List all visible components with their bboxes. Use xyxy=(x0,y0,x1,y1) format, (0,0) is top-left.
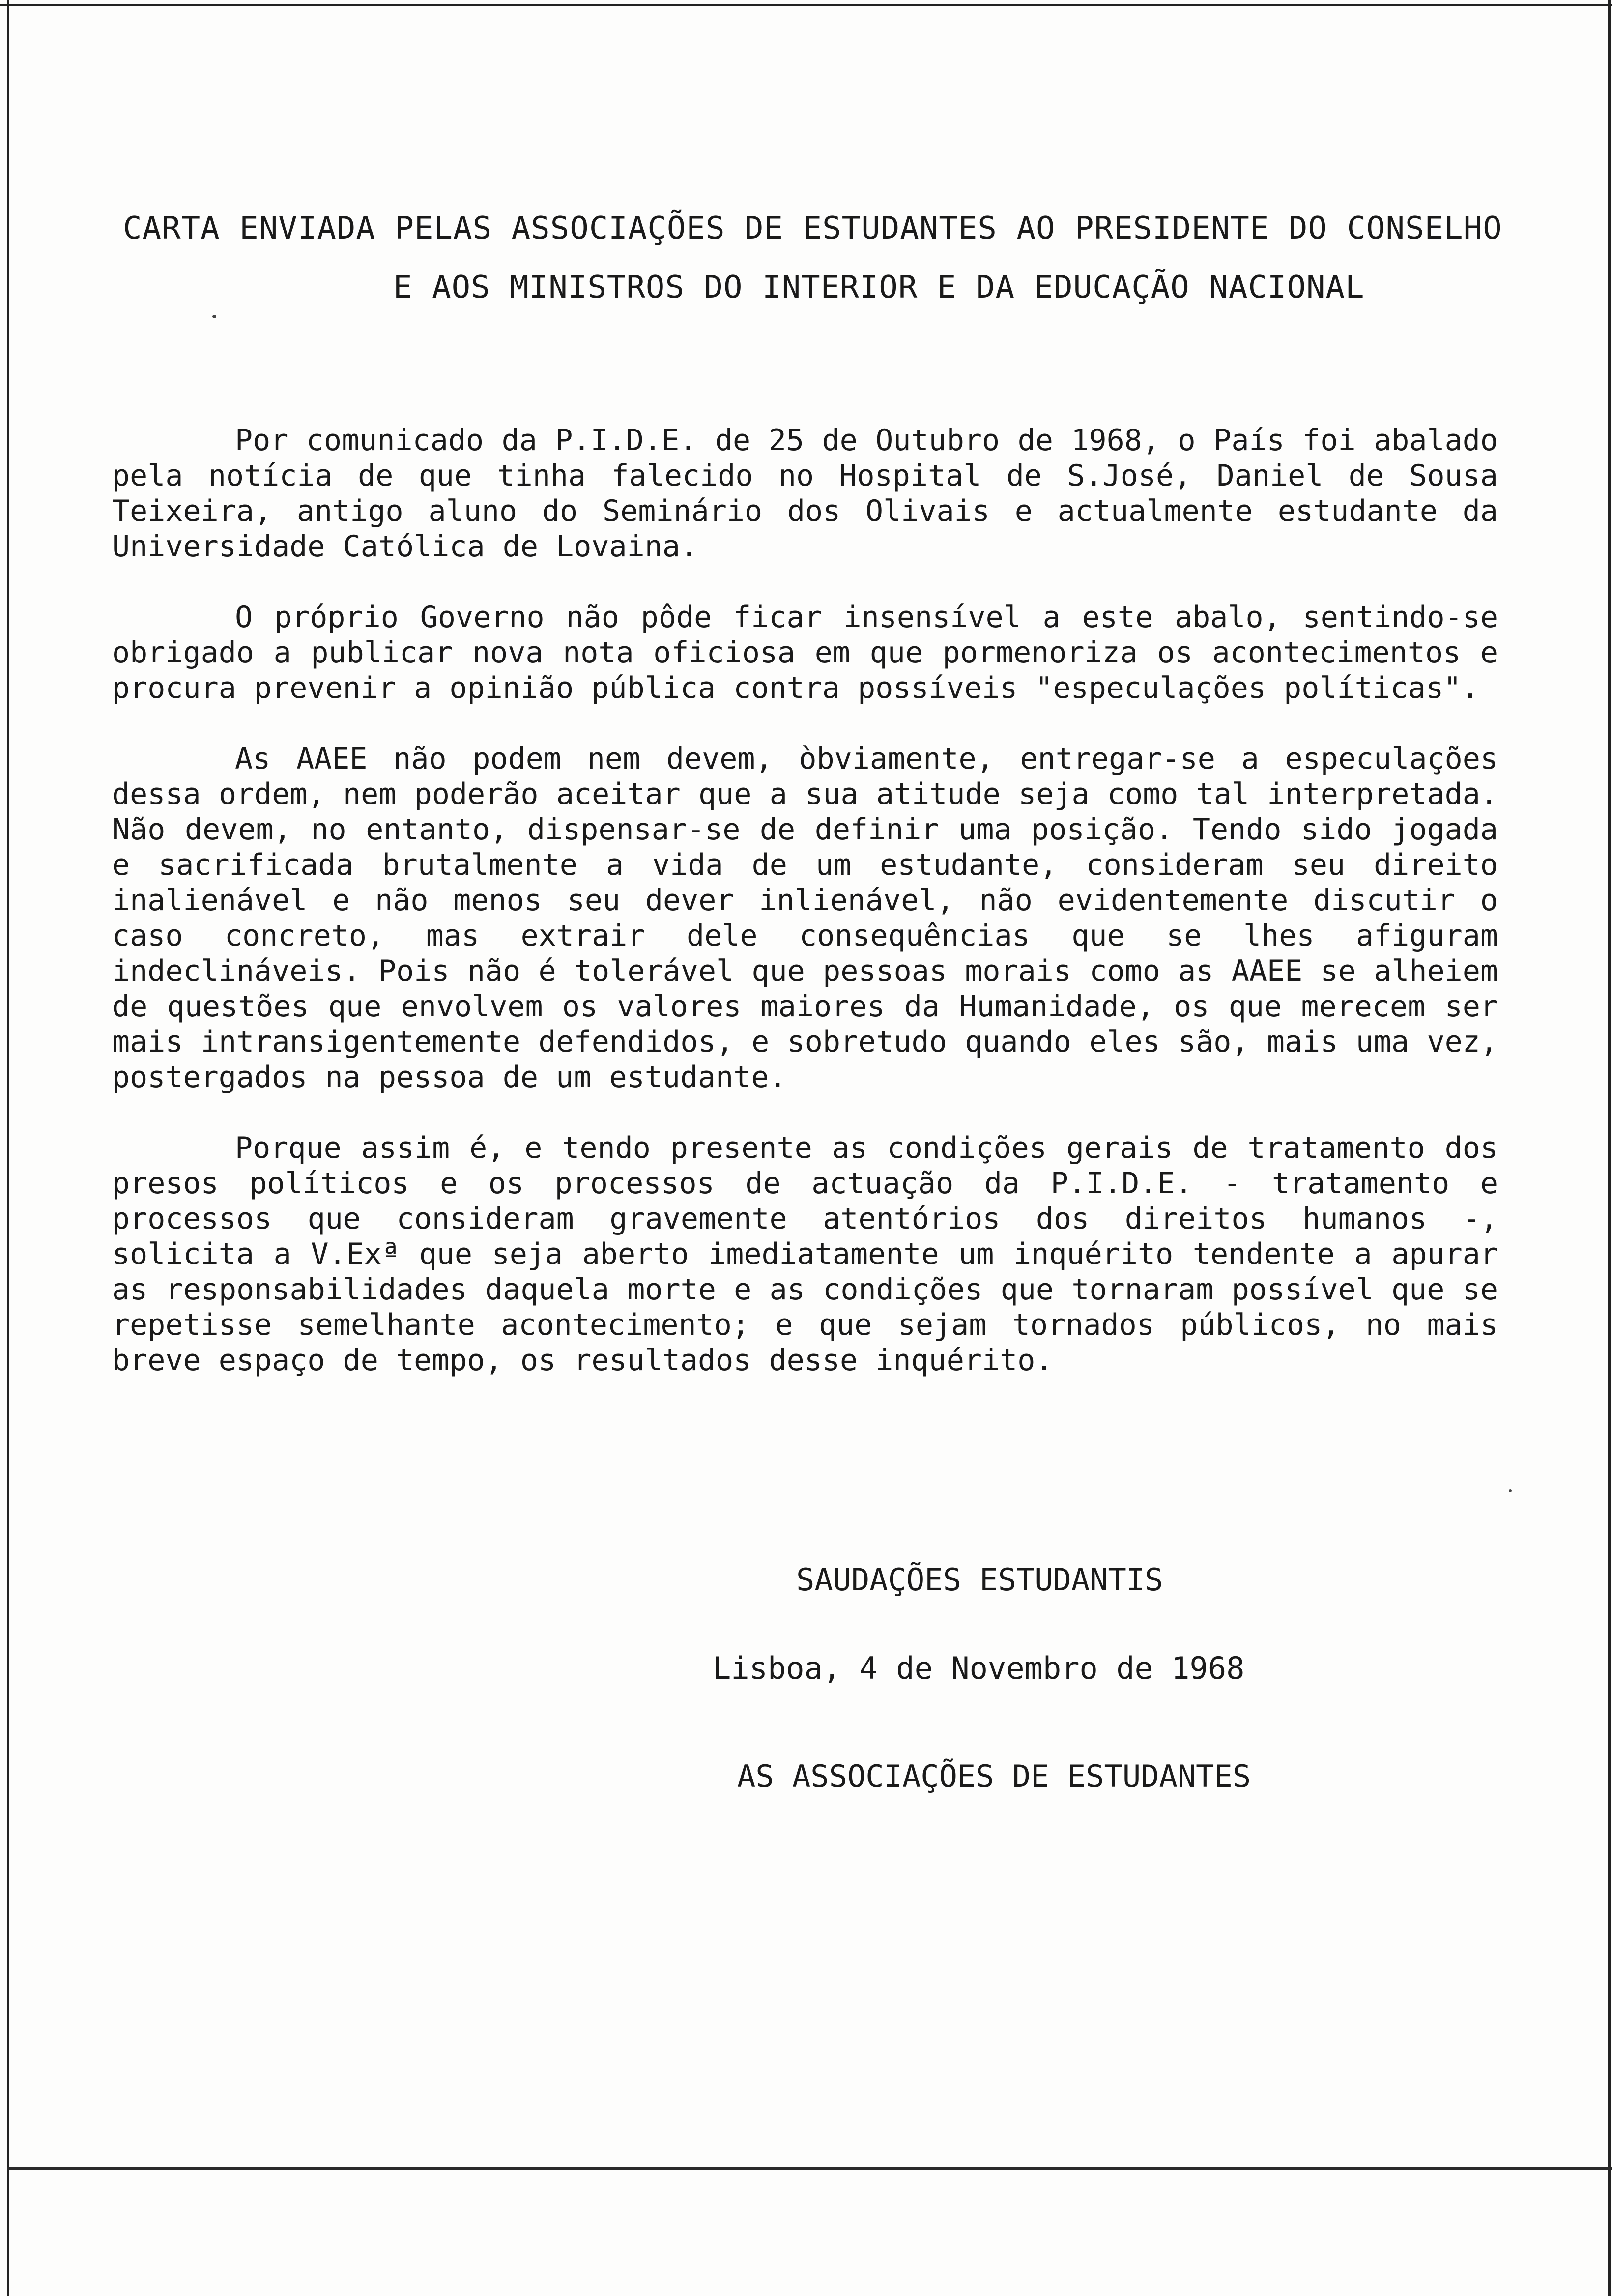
scan-speck xyxy=(1509,1489,1512,1492)
signature: AS ASSOCIAÇÕES DE ESTUDANTES xyxy=(737,1758,1251,1794)
scan-border-top xyxy=(0,4,1612,6)
date-line: Lisboa, 4 de Novembro de 1968 xyxy=(713,1650,1245,1686)
scan-border-left xyxy=(7,0,9,2296)
paragraph-2: O próprio Governo não pôde ficar insensível a este abalo, sentindo-se obrigado a publicar nova nota oficiosa em que pormenoriza os acontecimentos e procura prevenir a opinião pública contra possíveis "especulações políticas". xyxy=(112,600,1498,705)
salutation: SAUDAÇÕES ESTUDANTIS xyxy=(796,1562,1163,1598)
scan-speck xyxy=(212,315,216,318)
scan-border-bottom xyxy=(7,2167,1612,2170)
letter-closing xyxy=(713,1563,1401,1794)
paragraph-3: As AAEE não podem nem devem, òbviamente, entregar-se a especulações dessa ordem, nem poderão aceitar que a sua atitude seja como tal interpretada. Não devem, no entanto, dispensar-se de definir uma posição. Tendo sido jogada e sacrificada brutalmente a vida de um estudante, consideram seu direito inalienável e não menos seu dever inlienável, não evidentemente discutir o caso concreto, mas extrair dele consequências que se lhes afiguram indeclináveis. Pois não é tolerável que pessoas morais como as AAEE se alheiem de questões que envolvem os valores maiores da Humanidade, os que merecem ser mais intransigentemente defendidos, e sobretudo quando eles são, mais uma vez, postergados na pessoa de um estudante. xyxy=(112,742,1498,1094)
paragraph-4: Porque assim é, e tendo presente as condições gerais de tratamento dos presos políticos e os processos de actuação da P.I.D.E. - tratamento e processos que consideram gravemente atentórios dos direitos humanos -, solicita a V.Exª que seja aberto imediatamente um inquérito tendente a apurar as responsabilidades daquela morte e as condições que tornaram possível que se repetisse semelhante acontecimento; e que sejam tornados públicos, no mais breve espaço de tempo, os resultados desse inquérito. xyxy=(112,1131,1498,1378)
scan-border-right xyxy=(1608,0,1611,2296)
document-title xyxy=(123,199,1509,317)
title-line-2: E AOS MINISTROS DO INTERIOR E DA EDUCAÇÃO NACIONAL xyxy=(393,269,1365,306)
paragraph-1: Por comunicado da P.I.D.E. de 25 de Outubro de 1968, o País foi abalado pela notícia de que tinha falecido no Hospital de S.José, Daniel de Sousa Teixeira, antigo aluno do Seminário dos Olivais e actualmente estudante da Universidade Católica de Lovaina. xyxy=(112,423,1498,564)
letter-body xyxy=(112,423,1498,1413)
title-line-1: CARTA ENVIADA PELAS ASSOCIAÇÕES DE ESTUDANTES AO PRESIDENTE DO CONSELHO xyxy=(123,210,1502,247)
